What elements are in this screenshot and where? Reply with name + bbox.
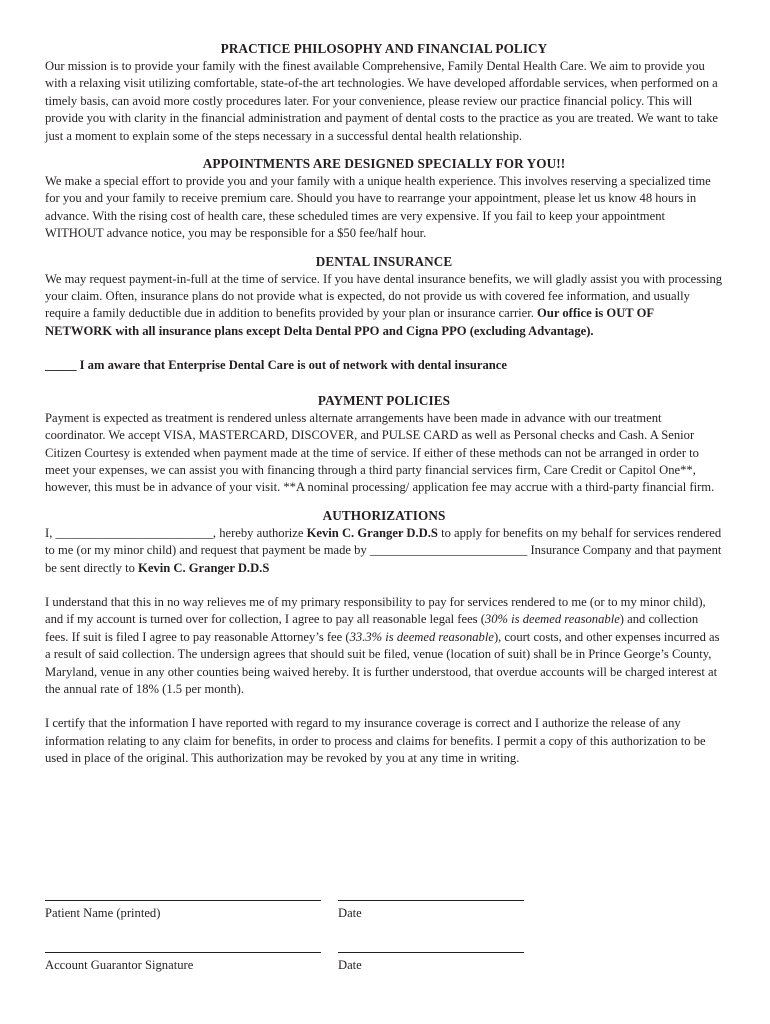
guarantor-date-line[interactable] (338, 952, 524, 953)
patient-name-label: Patient Name (printed) (45, 906, 161, 920)
appointments-heading: APPOINTMENTS ARE DESIGNED SPECIALLY FOR YOU!! (202, 156, 566, 172)
legal-fee-rate: 30% is deemed reasonable (484, 612, 620, 627)
guarantor-date-label: Date (338, 958, 362, 972)
responsibility-text-c: ), court costs, and other expenses incurred as a result of said collection. The undersign agrees that should suit be filed, venue (location of suit) shall be in Prince George’s County, Maryland, venue in any other counties being waived hereby. It is further understood, that overdue accounts will be charged interest at the annual rate of 18% (1.5 per month). (45, 629, 720, 696)
responsibility-paragraph (45, 594, 723, 698)
payment-text: Payment is expected as treatment is rendered unless alternate arrangements have been made in advance with our treatment coordinator. We accept VISA, MASTERCARD, DISCOVER, and PULSE CARD as well as Personal checks and Cash. A Senior Citizen Courtesy is extended when payment made at the time of service. If either of these methods can not be arranged in order to meet your expenses, we can assist you with financing through a third party financial services firm, Care Credit or Capitol One**, however, this must be in advance of your visit. **A nominal processing/ application fee may accrue with a third-party financial firm. (45, 410, 715, 495)
insurance-heading: DENTAL INSURANCE (315, 253, 453, 269)
guarantor-signature-label: Account Guarantor Signature (45, 958, 194, 972)
patient-date-line[interactable] (338, 900, 524, 901)
out-of-network-note: Our office is OUT OF NETWORK with all insurance plans except Delta Dental PPO and Cigna PPO (excluding Advantage). (45, 306, 654, 338)
patient-date-label: Date (338, 906, 362, 920)
authorizations-heading: AUTHORIZATIONS (322, 507, 446, 523)
responsibility-text-b: ) and collection fees. If suit is filed I agree to pay reasonable Attorney’s fee ( (45, 612, 699, 644)
policy-document (45, 40, 723, 768)
philosophy-text: Our mission is to provide your family with the finest available Comprehensive, Family Dental Health Care. We aim to provide you with a relaxing visit utilizing comfortable, state-of-the art technologies. We have developed affordable services, when performed on a timely basis, can avoid more costly procedures later. For your convenience, please review our practice financial policy. This will provide you with clarity in the financial administration and payment of dental costs to the practice as you are treated. We want to take just a moment to explain some of the steps necessary in a successful dental health relationship. (45, 59, 718, 143)
out-of-network-acknowledgement[interactable]: _____ I am aware that Enterprise Dental Care is out of network with dental insurance (45, 358, 507, 373)
authorization-text-a: I, _________________________, hereby authorize (45, 525, 307, 540)
philosophy-heading: PRACTICE PHILOSOPHY AND FINANCIAL POLICY (220, 41, 548, 56)
insurance-text (45, 271, 723, 341)
attorney-fee-rate: 33.3% is deemed reasonable (349, 629, 494, 644)
patient-name-line[interactable] (45, 900, 321, 901)
certification-paragraph: I certify that the information I have reported with regard to my insurance coverage is correct and I authorize the release of any information relating to any claim for benefits, in order to process and claims for benefits. I permit a copy of this authorization to be used in place of the original. This authorization may be revoked by you at any time in writing. (45, 716, 706, 766)
responsibility-text-a: I understand that this in no way relieves me of my primary responsibility to pay for services rendered to me (or to my minor child), and if my account is turned over for collection, I agree to pay all reasonable legal fees ( (45, 594, 706, 627)
guarantor-signature-line[interactable] (45, 952, 321, 953)
insurance-body: We may request payment-in-full at the time of service. If you have dental insurance benefits, we will gladly assist you with processing your claim. Often, insurance plans do not provide what is expected, do not provide us with covered fee information, and usually require a family deductible due in addition to benefits provided by your plan or insurance carrier. (45, 271, 723, 321)
authorization-text-b: to apply for benefits on my behalf for services rendered to me (or my minor child) and request that payment be made by _________________________ Insurance Company and that payment be sent directly to (45, 525, 722, 575)
authorization-paragraph (45, 525, 723, 577)
doctor-name-payee: Kevin C. Granger D.D.S (138, 560, 270, 575)
payment-heading: PAYMENT POLICIES (317, 392, 451, 408)
appointments-text: We make a special effort to provide you and your family with a unique health experience. This involves reserving a specialized time for you and your family to receive premium care. Should you have to rearrange your appointment, please let us know 48 hours in advance. With the rising cost of health care, these scheduled times are very expensive. If you fail to keep your appointment WITHOUT advance notice, you may be responsible for a $50 fee/half hour. (45, 174, 711, 241)
doctor-name: Kevin C. Granger D.D.S (306, 525, 438, 540)
